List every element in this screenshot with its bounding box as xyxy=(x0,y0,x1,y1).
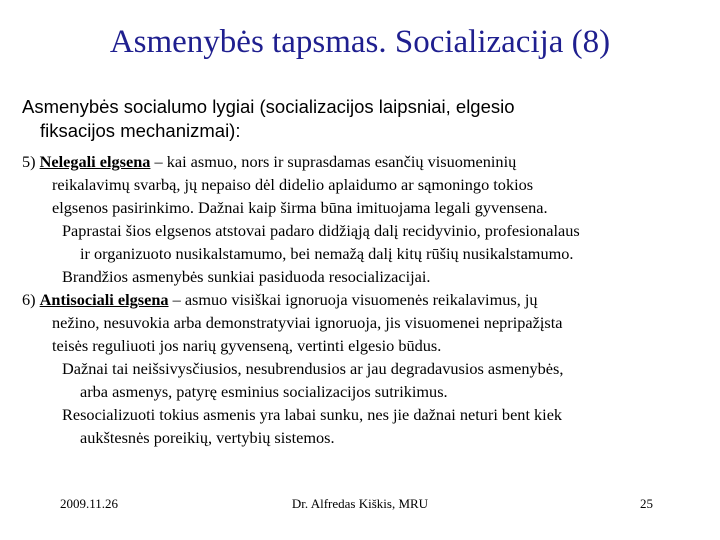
slide-title: Asmenybės tapsmas. Socializacija (8) xyxy=(109,24,611,60)
paragraph-first-line: Brandžios asmenybės sunkiai pasiduoda resocializacijai. xyxy=(62,267,431,286)
item-number: 6) xyxy=(22,290,40,309)
item-text-line: nežino, nesuvokia arba demonstratyviai ignoruoja, jis visuomenei nepripažįsta xyxy=(52,313,563,332)
item-term: Nelegali elgsena xyxy=(39,152,151,171)
footer-author: Dr. Alfredas Kiškis, MRU xyxy=(291,496,429,511)
paragraph-first-line: Dažnai tai neišsivysčiusios, nesubrendusios ar jau degradavusios asmenybės, xyxy=(62,359,564,378)
item-text-line: teisės reguliuoti jos narių gyvenseną, vertinti elgesio būdus. xyxy=(52,336,442,355)
subtitle-line: Asmenybės socialumo lygiai (socializacijos laipsniai, elgesio xyxy=(22,96,515,117)
item-6-heading xyxy=(22,288,712,311)
subtitle-line: fiksacijos mechanizmai): xyxy=(40,120,241,141)
item-number: 5) xyxy=(22,152,40,171)
slide-content xyxy=(22,150,712,449)
paragraph-first-line: Resocializuoti tokius asmenis yra labai sunku, nes jie dažnai neturi bent kiek xyxy=(62,405,563,424)
item-term: Antisociali elgsena xyxy=(39,290,169,309)
slide-subtitle xyxy=(22,95,702,143)
footer-date: 2009.11.26 xyxy=(60,496,119,511)
item-text: – asmuo visiškai ignoruoja visuomenės reikalavimus, jų xyxy=(168,290,538,309)
paragraph-first-line: Paprastai šios elgsenos atstovai padaro didžiąją dalį recidyvinio, profesionalaus xyxy=(62,221,580,240)
item-text: – kai asmuo, nors ir suprasdamas esančių visuomeninių xyxy=(150,152,517,171)
paragraph-line: ir organizuoto nusikalstamumo, bei nemažą dalį kitų rūšių nusikalstamumo. xyxy=(80,244,574,263)
paragraph-line: arba asmenys, patyrę esminius socializacijos sutrikimus. xyxy=(80,382,448,401)
paragraph-line: aukštesnės poreikių, vertybių sistemos. xyxy=(80,428,335,447)
item-5-heading xyxy=(22,150,712,173)
item-text-line: reikalavimų svarbą, jų nepaiso dėl didelio aplaidumo ar sąmoningo tokios xyxy=(52,175,534,194)
item-text-line: elgsenos pasirinkimo. Dažnai kaip širma būna imituojama legali gyvensena. xyxy=(52,198,548,217)
page-number: 25 xyxy=(640,496,653,511)
